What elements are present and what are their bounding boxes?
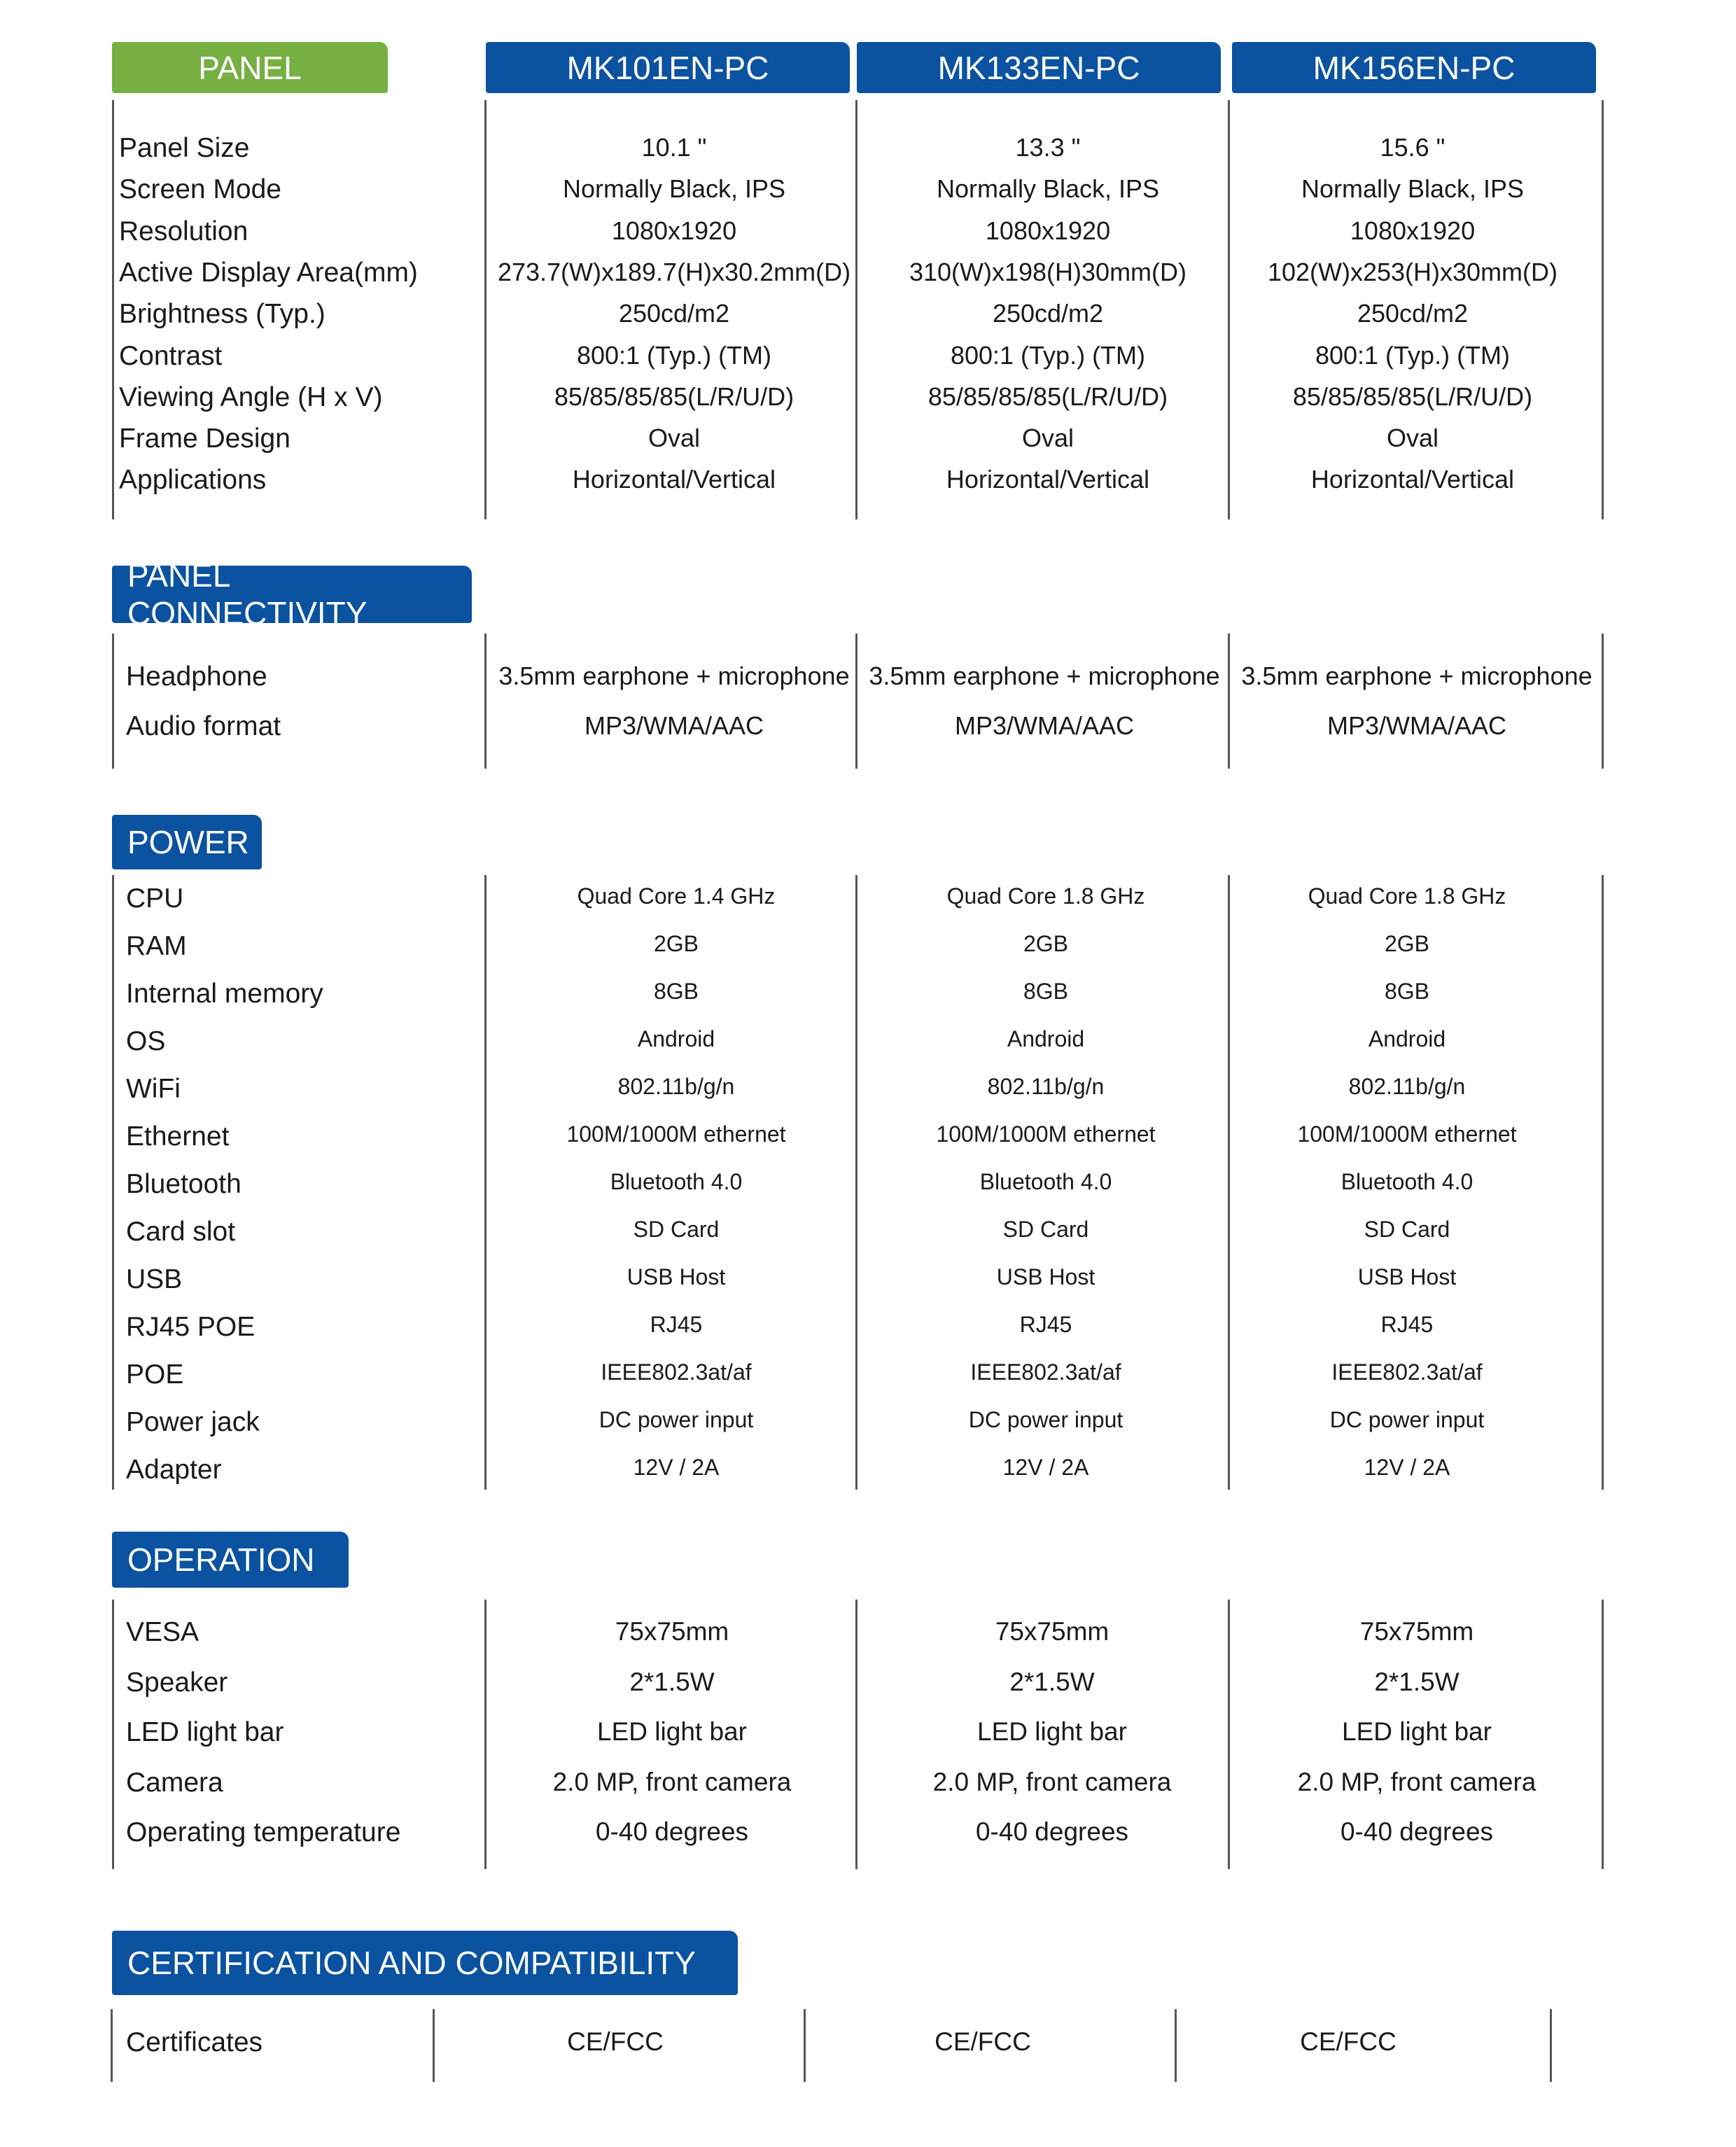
certification-row-label: Certificates [126,2027,263,2057]
operation-cell-model-1: 2*1.5W [629,1667,715,1696]
panel-divider [1602,100,1604,519]
panel-cell-model-3: 102(W)x253(H)x30mm(D) [1267,257,1558,286]
operation-cell-model-3: 0-40 degrees [1340,1817,1494,1846]
power-cell-model-1: 802.11b/g/n [617,1074,735,1099]
operation-cell-model-3: 75x75mm [1359,1617,1474,1646]
connectivity-divider [1602,634,1604,769]
power-row-label: Internal memory [126,979,323,1009]
power-cell-model-3: USB Host [1357,1264,1457,1289]
panel-cell-model-2: 800:1 (Typ.) (TM) [950,340,1146,370]
certification-cell-model-2: CE/FCC [934,2027,1031,2056]
panel-cell-model-3: 1080x1920 [1350,216,1476,245]
panel-cell-model-3: 250cd/m2 [1357,299,1469,328]
panel-cell-model-2: Oval [1021,424,1074,453]
panel-row-label: Applications [119,465,267,496]
operation-divider [1228,1600,1230,1869]
power-cell-model-2: 802.11b/g/n [987,1074,1105,1099]
operation-row-label: Camera [126,1767,223,1798]
panel-cell-model-1: 1080x1920 [611,216,737,245]
panel-row-label: Brightness (Typ.) [119,299,326,330]
certification-divider [1550,2009,1552,2082]
power-cell-model-3: IEEE802.3at/af [1331,1359,1483,1385]
operation-divider [484,1600,486,1869]
power-section-title: POWER [112,815,262,869]
power-row-label: RJ45 POE [126,1312,255,1342]
panel-header: PANEL [112,42,388,93]
power-divider [855,875,858,1490]
certification-cell-model-3: CE/FCC [1300,2027,1396,2056]
panel-cell-model-1: 800:1 (Typ.) (TM) [576,340,772,370]
panel-cell-model-1: 10.1 " [641,133,707,162]
power-cell-model-3: 100M/1000M ethernet [1297,1121,1517,1147]
connectivity-section-title: PANEL CONNECTIVITY [112,566,472,623]
panel-cell-model-2: 1080x1920 [985,216,1111,245]
connectivity-row-label: Audio format [126,711,281,741]
panel-cell-model-3: Horizontal/Vertical [1310,465,1515,494]
connectivity-divider [855,634,858,769]
operation-row-label: Speaker [126,1667,228,1698]
power-cell-model-1: RJ45 [650,1312,703,1337]
power-cell-model-1: IEEE802.3at/af [601,1359,752,1385]
panel-cell-model-2: 85/85/85/85(L/R/U/D) [927,382,1168,411]
panel-row-label: Resolution [119,216,248,246]
operation-row-label: VESA [126,1617,200,1647]
operation-cell-model-2: 2.0 MP, front camera [932,1767,1172,1796]
power-cell-model-1: Android [637,1026,715,1051]
panel-cell-model-2: 310(W)x198(H)30mm(D) [909,257,1187,286]
power-cell-model-2: SD Card [1002,1217,1089,1242]
operation-row-label: Operating temperature [126,1817,401,1847]
connectivity-divider [484,634,486,769]
power-cell-model-3: SD Card [1364,1217,1450,1242]
model-header-3: MK156EN-PC [1232,42,1596,93]
panel-cell-model-3: 15.6 " [1380,133,1446,162]
power-cell-model-1: DC power input [598,1407,754,1432]
power-divider [1228,875,1230,1490]
panel-divider [484,100,486,519]
operation-divider [1602,1600,1604,1869]
connectivity-cell-model-2: MP3/WMA/AAC [954,711,1135,740]
certification-divider [1175,2009,1177,2082]
operation-cell-model-1: LED light bar [597,1717,747,1746]
connectivity-cell-model-1: MP3/WMA/AAC [584,711,764,740]
power-cell-model-1: 8GB [653,979,699,1004]
panel-cell-model-1: Oval [648,424,701,453]
panel-row-label: Panel Size [119,133,250,163]
operation-section-title: OPERATION [112,1532,349,1588]
panel-cell-model-2: Horizontal/Vertical [946,465,1150,494]
operation-cell-model-2: 2*1.5W [1009,1667,1095,1696]
operation-divider [112,1600,114,1869]
panel-cell-model-3: Normally Black, IPS [1301,174,1525,204]
power-divider [112,875,114,1490]
operation-cell-model-1: 2.0 MP, front camera [552,1767,792,1796]
power-cell-model-1: 2GB [653,931,699,956]
power-cell-model-2: RJ45 [1019,1312,1072,1337]
connectivity-divider [112,634,114,769]
power-cell-model-1: Quad Core 1.4 GHz [577,883,776,909]
panel-row-label: Screen Mode [119,174,281,205]
power-cell-model-2: 100M/1000M ethernet [936,1121,1156,1147]
power-divider [1602,875,1604,1490]
model-header-2: MK133EN-PC [857,42,1221,93]
panel-cell-model-1: Normally Black, IPS [562,174,786,204]
connectivity-cell-model-3: MP3/WMA/AAC [1326,711,1507,740]
power-cell-model-2: Android [1007,1026,1085,1051]
panel-cell-model-3: 85/85/85/85(L/R/U/D) [1292,382,1533,411]
power-cell-model-2: 12V / 2A [1002,1455,1089,1480]
power-cell-model-3: 2GB [1384,931,1430,956]
power-row-label: POE [126,1359,184,1390]
power-cell-model-2: Bluetooth 4.0 [979,1169,1112,1194]
power-row-label: RAM [126,931,187,961]
panel-cell-model-1: 250cd/m2 [618,299,730,328]
connectivity-cell-model-2: 3.5mm earphone + microphone [869,662,1220,690]
panel-divider [1228,100,1230,519]
panel-row-label: Viewing Angle (H x V) [119,382,383,412]
panel-row-label: Frame Design [119,424,290,454]
panel-cell-model-2: 13.3 " [1015,133,1081,162]
power-cell-model-3: Android [1368,1026,1446,1051]
power-cell-model-2: Quad Core 1.8 GHz [946,883,1145,909]
power-row-label: Power jack [126,1407,260,1437]
panel-divider [855,100,858,519]
panel-cell-model-3: Oval [1386,424,1439,453]
panel-cell-model-2: 250cd/m2 [992,299,1104,328]
power-divider [484,875,486,1490]
certification-divider [111,2009,113,2082]
power-row-label: CPU [126,883,184,914]
certification-divider [804,2009,806,2082]
operation-cell-model-3: 2.0 MP, front camera [1297,1767,1536,1796]
operation-cell-model-2: LED light bar [977,1717,1127,1746]
certification-cell-model-1: CE/FCC [567,2027,664,2056]
connectivity-divider [1228,634,1230,769]
power-cell-model-2: IEEE802.3at/af [970,1359,1121,1385]
power-row-label: OS [126,1026,166,1056]
power-cell-model-3: 802.11b/g/n [1348,1074,1466,1099]
panel-row-label: Active Display Area(mm) [119,257,418,288]
power-row-label: USB [126,1264,183,1294]
operation-cell-model-1: 0-40 degrees [595,1817,749,1846]
panel-cell-model-3: 800:1 (Typ.) (TM) [1315,340,1511,370]
operation-cell-model-2: 75x75mm [995,1617,1110,1646]
power-row-label: Card slot [126,1217,236,1247]
connectivity-cell-model-3: 3.5mm earphone + microphone [1241,662,1592,690]
power-row-label: Adapter [126,1455,222,1485]
certification-divider [433,2009,435,2082]
panel-cell-model-1: Horizontal/Vertical [572,465,776,494]
power-cell-model-3: DC power input [1329,1407,1485,1432]
power-row-label: WiFi [126,1074,181,1104]
power-cell-model-1: USB Host [626,1264,726,1289]
power-row-label: Bluetooth [126,1169,241,1199]
panel-divider [112,100,114,519]
power-row-label: Ethernet [126,1121,230,1152]
panel-cell-model-1: 273.7(W)x189.7(H)x30.2mm(D) [497,257,851,286]
power-cell-model-3: 12V / 2A [1364,1455,1450,1480]
connectivity-row-label: Headphone [126,662,267,692]
power-cell-model-1: Bluetooth 4.0 [610,1169,743,1194]
operation-cell-model-1: 75x75mm [615,1617,729,1646]
power-cell-model-1: 100M/1000M ethernet [566,1121,786,1147]
power-cell-model-3: 8GB [1384,979,1430,1004]
operation-row-label: LED light bar [126,1717,284,1747]
operation-divider [855,1600,858,1869]
certification-section-title: CERTIFICATION AND COMPATIBILITY [112,1931,738,1995]
panel-cell-model-2: Normally Black, IPS [936,174,1160,204]
power-cell-model-1: SD Card [633,1217,720,1242]
power-cell-model-2: USB Host [996,1264,1096,1289]
power-cell-model-3: Bluetooth 4.0 [1340,1169,1474,1194]
power-cell-model-3: Quad Core 1.8 GHz [1308,883,1506,909]
panel-row-label: Contrast [119,340,223,371]
power-cell-model-2: 8GB [1023,979,1069,1004]
power-cell-model-1: 12V / 2A [633,1455,720,1480]
connectivity-cell-model-1: 3.5mm earphone + microphone [498,662,850,690]
panel-cell-model-1: 85/85/85/85(L/R/U/D) [554,382,794,411]
operation-cell-model-3: LED light bar [1342,1717,1492,1746]
operation-cell-model-3: 2*1.5W [1374,1667,1460,1696]
model-header-1: MK101EN-PC [486,42,850,93]
power-cell-model-2: 2GB [1023,931,1069,956]
operation-cell-model-2: 0-40 degrees [975,1817,1129,1846]
power-cell-model-2: DC power input [968,1407,1124,1432]
power-cell-model-3: RJ45 [1380,1312,1434,1337]
